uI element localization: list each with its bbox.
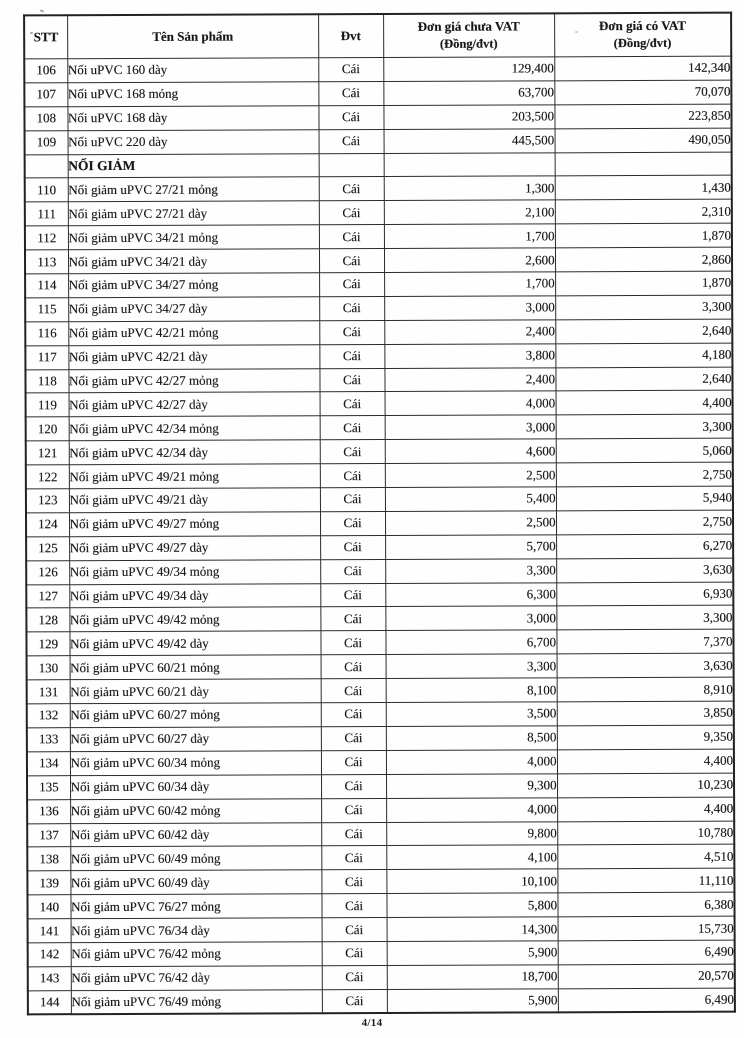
row-price-inc-vat: 4,400	[556, 391, 733, 416]
table-row	[25, 223, 732, 250]
row-unit: Cái	[321, 774, 386, 798]
row-product-name: Nối giảm uPVC 34/21 dày	[68, 249, 319, 274]
row-unit: Cái	[319, 368, 384, 392]
table-row	[25, 295, 732, 322]
row-product-name: Nối giảm uPVC 60/42 dày	[70, 822, 321, 847]
row-price-ex-vat: 2,500	[385, 463, 556, 488]
row-unit: Cái	[322, 965, 387, 989]
row-stt: 118	[25, 369, 68, 393]
table-row	[28, 964, 735, 991]
table-row	[27, 773, 734, 800]
row-stt: 130	[27, 656, 70, 680]
row-product-name: Nối giảm uPVC 76/49 mỏng	[71, 989, 322, 1014]
row-stt: 140	[27, 895, 70, 919]
table-row	[25, 319, 732, 346]
row-unit	[319, 153, 384, 177]
row-stt: 144	[28, 990, 71, 1014]
row-stt: 138	[27, 847, 70, 871]
row-product-name: Nối giảm uPVC 76/27 mỏng	[70, 894, 321, 919]
row-price-inc-vat: 2,860	[555, 247, 732, 272]
col-header-price-ex-vat-label: Đơn giá chưa VAT	[417, 18, 520, 35]
row-product-name: Nối giảm uPVC 49/27 mỏng	[69, 512, 320, 537]
row-product-name: Nối giảm uPVC 60/27 dày	[70, 727, 321, 752]
row-price-ex-vat: 9,800	[386, 821, 557, 846]
table-row	[26, 534, 733, 561]
row-product-name: Nối giảm uPVC 49/42 dày	[69, 631, 320, 656]
row-unit: Cái	[321, 894, 386, 918]
row-price-inc-vat: 5,940	[556, 486, 733, 511]
price-table	[23, 12, 736, 1016]
row-price-inc-vat: 20,570	[558, 964, 735, 989]
table-row	[27, 701, 734, 728]
row-product-name: Nối giảm uPVC 60/49 mỏng	[70, 846, 321, 871]
table-row	[27, 797, 734, 824]
row-price-ex-vat: 1,700	[384, 272, 555, 297]
row-price-ex-vat: 2,600	[384, 248, 555, 273]
row-product-name: Nối giảm uPVC 27/21 dày	[68, 201, 319, 226]
row-unit: Cái	[318, 81, 383, 105]
row-unit: Cái	[320, 631, 385, 655]
row-price-inc-vat: 6,930	[556, 582, 733, 607]
table-row	[26, 582, 733, 609]
row-stt: 123	[26, 489, 69, 513]
row-product-name: Nối giảm uPVC 49/42 mỏng	[69, 607, 320, 632]
row-unit: Cái	[319, 225, 384, 249]
row-product-name: Nối giảm uPVC 49/21 mỏng	[69, 464, 320, 489]
row-price-inc-vat: 6,490	[558, 988, 735, 1013]
row-price-ex-vat: 4,000	[385, 391, 556, 416]
table-row	[26, 558, 733, 585]
row-stt: 131	[27, 680, 70, 704]
row-product-name: Nối uPVC 168 mỏng	[67, 82, 318, 107]
row-price-inc-vat: 1,870	[555, 271, 732, 296]
row-stt: 122	[26, 465, 69, 489]
row-product-name: Nối giảm uPVC 49/34 mỏng	[69, 559, 320, 584]
row-unit: Cái	[322, 941, 387, 965]
row-product-name: Nối giảm uPVC 49/27 dày	[69, 536, 320, 561]
row-stt: 132	[27, 704, 70, 728]
row-stt: 135	[27, 775, 70, 799]
row-price-inc-vat: 15,730	[558, 916, 735, 941]
row-price-inc-vat: 10,230	[557, 773, 734, 798]
row-product-name: Nối giảm uPVC 60/21 mỏng	[70, 655, 321, 680]
row-product-name: Nối giảm uPVC 60/34 mỏng	[70, 751, 321, 776]
row-stt: 112	[25, 226, 68, 250]
row-price-inc-vat: 2,750	[556, 510, 733, 535]
section-row	[25, 152, 732, 179]
row-stt: 136	[27, 799, 70, 823]
row-price-inc-vat: 2,310	[555, 199, 732, 224]
row-price-inc-vat: 2,640	[555, 367, 732, 392]
row-price-inc-vat: 142,340	[554, 56, 731, 81]
row-product-name: Nối giảm uPVC 49/21 dày	[69, 488, 320, 513]
row-stt: 109	[25, 130, 68, 154]
row-stt: 107	[24, 83, 67, 107]
row-stt: 129	[26, 632, 69, 656]
row-price-ex-vat: 1,300	[384, 176, 555, 201]
row-price-ex-vat: 9,300	[386, 774, 557, 799]
row-stt: 142	[28, 943, 71, 967]
row-price-inc-vat: 3,630	[557, 653, 734, 678]
row-price-inc-vat: 2,750	[556, 462, 733, 487]
row-stt: 115	[25, 298, 68, 322]
table-row	[27, 868, 734, 895]
table-row	[25, 176, 732, 203]
row-unit: Cái	[320, 559, 385, 583]
row-stt: 114	[25, 274, 68, 298]
row-price-ex-vat: 3,000	[385, 415, 556, 440]
row-stt: 116	[25, 321, 68, 345]
row-product-name: Nối giảm uPVC 60/27 mỏng	[70, 703, 321, 728]
row-price-ex-vat: 2,500	[385, 511, 556, 536]
table-row	[27, 725, 734, 752]
row-price-ex-vat: 203,500	[383, 105, 554, 130]
row-price-ex-vat: 2,400	[384, 367, 555, 392]
row-price-ex-vat: 1,700	[384, 224, 555, 249]
row-product-name: Nối giảm uPVC 60/21 dày	[70, 679, 321, 704]
row-unit: Cái	[321, 822, 386, 846]
table-row	[26, 510, 733, 537]
row-price-ex-vat: 445,500	[384, 128, 555, 153]
row-price-ex-vat: 10,100	[386, 869, 557, 894]
row-unit: Cái	[321, 703, 386, 727]
row-price-inc-vat: 5,060	[556, 438, 733, 463]
row-stt: 128	[26, 608, 69, 632]
row-unit: Cái	[319, 129, 384, 153]
row-product-name: Nối giảm uPVC 42/21 mỏng	[68, 321, 319, 346]
row-price-ex-vat: 3,800	[384, 344, 555, 369]
row-unit: Cái	[319, 344, 384, 368]
row-product-name: NỐI GIẢM	[68, 153, 319, 178]
page-number: 4/14	[361, 1017, 383, 1029]
row-unit: Cái	[320, 440, 385, 464]
row-price-ex-vat: 5,800	[386, 893, 557, 918]
row-price-inc-vat: 11,110	[557, 868, 734, 893]
row-product-name: Nối giảm uPVC 34/27 mỏng	[68, 273, 319, 298]
col-header-price-inc-vat	[554, 13, 731, 57]
table-row	[26, 415, 733, 442]
row-unit: Cái	[318, 57, 383, 81]
row-stt: 127	[26, 584, 69, 608]
table-row	[24, 104, 731, 131]
row-price-inc-vat: 4,510	[557, 845, 734, 870]
row-stt: 113	[25, 250, 68, 274]
table-row	[25, 199, 732, 226]
row-product-name: Nối giảm uPVC 76/34 dày	[71, 918, 322, 943]
table-row	[27, 821, 734, 848]
row-stt: 110	[25, 178, 68, 202]
col-header-product-name: Tên Sản phẩm	[67, 14, 318, 58]
row-price-inc-vat: 1,430	[555, 176, 732, 201]
row-unit: Cái	[320, 535, 385, 559]
table-row	[24, 56, 731, 83]
row-stt: 119	[26, 393, 69, 417]
row-stt: 124	[26, 513, 69, 537]
row-product-name: Nối giảm uPVC 60/49 dày	[70, 870, 321, 895]
table-row	[27, 677, 734, 704]
scan-speck	[40, 9, 44, 13]
row-price-ex-vat: 4,000	[386, 750, 557, 775]
row-price-ex-vat: 5,700	[385, 535, 556, 560]
row-price-inc-vat: 1,870	[555, 223, 732, 248]
table-row	[26, 630, 733, 657]
table-row	[25, 247, 732, 274]
row-price-inc-vat: 3,300	[556, 606, 733, 631]
row-stt: 133	[27, 728, 70, 752]
row-price-ex-vat: 4,000	[386, 797, 557, 822]
table-row	[27, 653, 734, 680]
row-price-ex-vat: 63,700	[383, 81, 554, 106]
row-price-ex-vat: 2,100	[384, 200, 555, 225]
row-stt	[25, 154, 68, 178]
header-row	[24, 13, 731, 59]
table-row	[28, 940, 735, 967]
row-unit: Cái	[319, 320, 384, 344]
row-price-ex-vat: 3,500	[386, 702, 557, 727]
row-price-ex-vat: 14,300	[387, 917, 558, 942]
row-unit: Cái	[321, 870, 386, 894]
row-product-name: Nối giảm uPVC 60/34 dày	[70, 774, 321, 799]
table-row	[27, 749, 734, 776]
row-stt: 117	[25, 345, 68, 369]
table-row	[25, 128, 732, 155]
row-price-ex-vat: 3,300	[385, 559, 556, 584]
row-price-ex-vat: 5,900	[387, 941, 558, 966]
table-row	[26, 391, 733, 418]
row-unit: Cái	[322, 989, 387, 1013]
row-unit: Cái	[321, 846, 386, 870]
row-product-name: Nối uPVC 168 dày	[67, 106, 318, 131]
table-row	[25, 271, 732, 298]
row-product-name: Nối uPVC 220 dày	[68, 129, 319, 154]
row-stt: 126	[26, 560, 69, 584]
row-stt: 108	[24, 106, 67, 130]
row-unit: Cái	[319, 177, 384, 201]
row-price-ex-vat: 129,400	[383, 57, 554, 82]
row-price-ex-vat	[384, 152, 555, 177]
row-unit: Cái	[320, 392, 385, 416]
row-price-inc-vat: 6,380	[557, 892, 734, 917]
row-price-inc-vat	[555, 152, 732, 177]
row-unit: Cái	[321, 750, 386, 774]
row-price-inc-vat: 3,850	[557, 701, 734, 726]
row-price-inc-vat: 490,050	[555, 128, 732, 153]
row-price-ex-vat: 3,000	[384, 296, 555, 321]
row-price-inc-vat: 10,780	[557, 821, 734, 846]
table-row	[27, 845, 734, 872]
row-price-ex-vat: 5,400	[385, 487, 556, 512]
table-row	[26, 606, 733, 633]
row-stt: 125	[26, 537, 69, 561]
row-unit: Cái	[320, 583, 385, 607]
row-price-ex-vat: 4,100	[386, 845, 557, 870]
row-product-name: Nối giảm uPVC 34/27 dày	[68, 297, 319, 322]
row-unit: Cái	[322, 918, 387, 942]
row-product-name: Nối giảm uPVC 76/42 dày	[71, 966, 322, 991]
row-price-ex-vat: 18,700	[387, 965, 558, 990]
table-header	[24, 13, 731, 59]
col-header-price-ex-vat	[383, 13, 554, 57]
row-stt: 137	[27, 823, 70, 847]
row-price-inc-vat: 70,070	[554, 80, 731, 105]
row-product-name: Nối uPVC 160 dày	[67, 58, 318, 83]
row-price-inc-vat: 4,180	[555, 343, 732, 368]
row-price-inc-vat: 4,400	[557, 749, 734, 774]
col-header-price-ex-vat-sublabel: (Đồng/đvt)	[439, 36, 498, 52]
row-unit: Cái	[320, 607, 385, 631]
row-price-ex-vat: 5,900	[387, 989, 558, 1014]
row-price-inc-vat: 2,640	[555, 319, 732, 344]
row-price-inc-vat: 9,350	[557, 725, 734, 750]
row-product-name: Nối giảm uPVC 76/42 mỏng	[71, 942, 322, 967]
row-price-ex-vat: 8,100	[386, 678, 557, 703]
row-unit: Cái	[320, 488, 385, 512]
row-stt: 121	[26, 441, 69, 465]
table-row	[25, 367, 732, 394]
table-row	[26, 462, 733, 489]
row-unit: Cái	[318, 105, 383, 129]
col-header-unit: Đvt	[318, 14, 383, 58]
row-product-name: Nối giảm uPVC 60/42 mỏng	[70, 798, 321, 823]
row-price-inc-vat: 3,300	[556, 415, 733, 440]
table-row	[24, 80, 731, 107]
table-row	[27, 892, 734, 919]
row-unit: Cái	[319, 296, 384, 320]
row-unit: Cái	[320, 416, 385, 440]
row-unit: Cái	[320, 464, 385, 488]
row-price-ex-vat: 3,000	[385, 606, 556, 631]
row-price-ex-vat: 6,700	[385, 630, 556, 655]
row-price-inc-vat: 223,850	[554, 104, 731, 129]
row-unit: Cái	[321, 726, 386, 750]
table-body	[24, 56, 735, 1014]
table-row	[28, 916, 735, 943]
row-stt: 120	[26, 417, 69, 441]
table-row	[26, 486, 733, 513]
row-price-inc-vat: 4,400	[557, 797, 734, 822]
row-price-ex-vat: 6,300	[385, 582, 556, 607]
row-price-ex-vat: 8,500	[386, 726, 557, 751]
row-stt: 143	[28, 967, 71, 991]
col-header-price-inc-vat-sublabel: (Đồng/đvt)	[613, 36, 672, 51]
row-unit: Cái	[321, 798, 386, 822]
row-unit: Cái	[319, 249, 384, 273]
row-product-name: Nối giảm uPVC 42/34 mỏng	[69, 416, 320, 441]
row-stt: 139	[27, 871, 70, 895]
row-unit: Cái	[321, 655, 386, 679]
row-price-inc-vat: 8,910	[557, 677, 734, 702]
row-price-inc-vat: 6,490	[558, 940, 735, 965]
row-price-inc-vat: 7,370	[556, 630, 733, 655]
row-unit: Cái	[319, 272, 384, 296]
row-product-name: Nối giảm uPVC 42/34 dày	[69, 440, 320, 465]
row-price-inc-vat: 6,270	[556, 534, 733, 559]
row-price-inc-vat: 3,630	[556, 558, 733, 583]
row-price-ex-vat: 4,600	[385, 439, 556, 464]
row-unit: Cái	[321, 679, 386, 703]
row-unit: Cái	[320, 511, 385, 535]
row-product-name: Nối giảm uPVC 27/21 mỏng	[68, 177, 319, 202]
row-price-ex-vat: 2,400	[384, 320, 555, 345]
row-product-name: Nối giảm uPVC 34/21 mỏng	[68, 225, 319, 250]
row-unit: Cái	[319, 201, 384, 225]
table-row	[25, 343, 732, 370]
row-product-name: Nối giảm uPVC 42/27 dày	[69, 392, 320, 417]
row-price-inc-vat: 3,300	[555, 295, 732, 320]
table-row	[28, 988, 735, 1015]
row-stt: 106	[24, 59, 67, 83]
row-stt: 111	[25, 202, 68, 226]
col-header-stt: STT	[24, 15, 67, 59]
col-header-price-inc-vat-label: Đơn giá có VAT	[598, 18, 686, 34]
row-price-ex-vat: 3,300	[386, 654, 557, 679]
row-stt: 134	[27, 752, 70, 776]
row-product-name: Nối giảm uPVC 42/27 mỏng	[68, 368, 319, 393]
row-product-name: Nối giảm uPVC 42/21 dày	[68, 344, 319, 369]
table-row	[26, 438, 733, 465]
row-product-name: Nối giảm uPVC 49/34 dày	[69, 583, 320, 608]
row-stt: 141	[28, 919, 71, 943]
